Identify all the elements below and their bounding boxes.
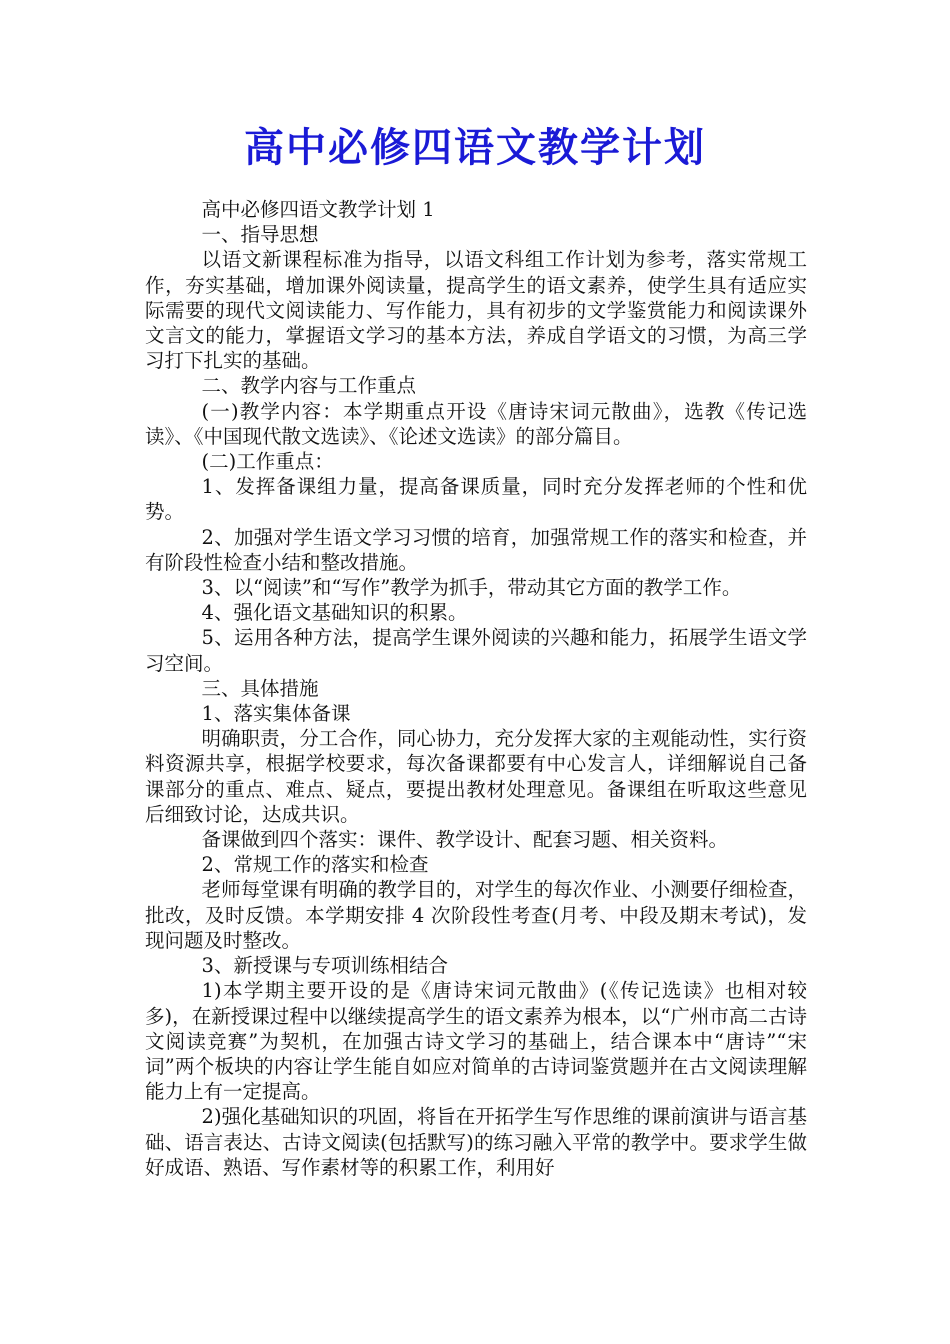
section-heading: 高中必修四语文教学计划 1 [201, 198, 435, 221]
paragraph: 5、运用各种方法，提高学生课外阅读的兴趣和能力，拓展学生语文学习空间。 [145, 626, 807, 675]
paragraph: 老师每堂课有明确的教学目的，对学生的每次作业、小测要仔细检查，批改，及时反馈。本学期安排 4 次阶段性考查(月考、中段及期末考试)，发现问题及时整改。 [145, 878, 807, 952]
paragraph: 2、加强对学生语文学习习惯的培育，加强常规工作的落实和检查，并有阶段性检查小结和整改措施。 [145, 525, 807, 574]
paragraph: 4、强化语文基础知识的积累。 [201, 601, 468, 625]
section-heading: 一、指导思想 [201, 223, 319, 247]
paragraph: (一)教学内容：本学期重点开设《唐诗宋词元散曲》，选教《传记选读》、《中国现代散文选读》、《论述文选读》的部分篇目。 [145, 399, 807, 448]
paragraph: 2)强化基础知识的巩固，将旨在开拓学生写作思维的课前演讲与语言基础、语言表达、古诗文阅读(包括默写)的练习融入平常的教学中。要求学生做好成语、熟语、写作素材等的积累工作，利用好 [145, 1105, 807, 1179]
paragraph: 以语文新课程标准为指导，以语文科组工作计划为参考，落实常规工作，夯实基础，增加课外阅读量，提高学生的语文素养，使学生具有适应实际需要的现代文阅读能力、写作能力，具有初步的文学鉴赏能力和阅读课外文言文的能力，掌握语文学习的基本方法，养成自学语文的习惯，为高三学习打下扎实的基础。 [145, 248, 807, 373]
paragraph: 明确职责，分工合作，同心协力，充分发挥大家的主观能动性，实行资料资源共享，根据学校要求，每次备课都要有中心发言人，详细解说自己备课部分的重点、难点、疑点，要提出教材处理意见。备课组在听取这些意见后细致讨论，达成共识。 [145, 727, 807, 826]
section-heading: 二、教学内容与工作重点 [201, 374, 417, 398]
document-body [145, 197, 807, 1180]
paragraph: 1)本学期主要开设的是《唐诗宋词元散曲》(《传记选读》也相对较多)，在新授课过程中以继续提高学生的语文素养为根本，以“广州市高二古诗文阅读竞赛”为契机，在加强古诗文学习的基础上，结合课本中“唐诗”“宋词”两个板块的内容让学生能自如应对简单的古诗词鉴赏题并在古文阅读理解能力上有一定提高。 [145, 979, 807, 1104]
paragraph: 备课做到四个落实：课件、教学设计、配套习题、相关资料。 [201, 828, 729, 852]
document-title: 高中必修四语文教学计划 [244, 125, 706, 171]
section-heading: 3、新授课与专项训练相结合 [201, 954, 448, 978]
paragraph: 1、发挥备课组力量，提高备课质量，同时充分发挥老师的个性和优势。 [145, 475, 807, 524]
section-heading: 三、具体措施 [201, 676, 319, 700]
section-heading: (二)工作重点： [201, 450, 334, 474]
section-heading: 2、常规工作的落实和检查 [201, 853, 429, 877]
section-heading: 1、落实集体备课 [201, 702, 351, 726]
paragraph: 3、以“阅读”和“写作”教学为抓手，带动其它方面的教学工作。 [201, 576, 742, 600]
